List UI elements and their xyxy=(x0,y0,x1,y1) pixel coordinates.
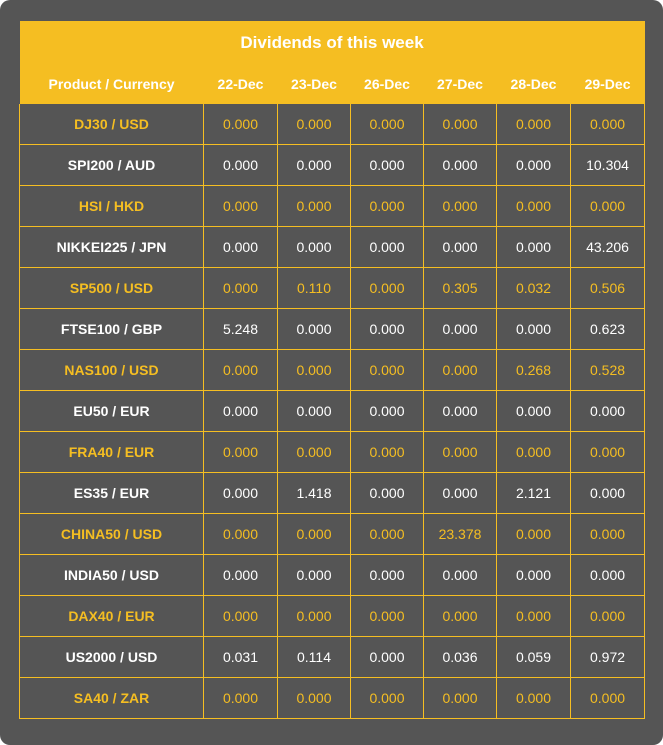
table-row xyxy=(20,596,645,637)
dividend-value-cell: 0.000 xyxy=(204,350,278,391)
dividend-value-cell: 0.000 xyxy=(278,186,351,227)
header-date: 27-Dec xyxy=(424,64,497,104)
dividend-value-cell: 0.000 xyxy=(351,596,424,637)
product-currency-cell: DAX40 / EUR xyxy=(20,596,204,637)
product-currency-cell: CHINA50 / USD xyxy=(20,514,204,555)
dividend-value-cell: 0.000 xyxy=(351,309,424,350)
dividend-value-cell: 0.000 xyxy=(204,145,278,186)
table-row xyxy=(20,227,645,268)
dividend-value-cell: 0.268 xyxy=(497,350,571,391)
dividend-value-cell: 0.000 xyxy=(204,268,278,309)
dividend-value-cell: 0.000 xyxy=(424,350,497,391)
table-row xyxy=(20,555,645,596)
dividend-value-cell: 0.000 xyxy=(278,555,351,596)
dividend-value-cell: 0.000 xyxy=(497,104,571,145)
dividends-table-container xyxy=(19,21,644,719)
dividend-value-cell: 0.000 xyxy=(424,473,497,514)
header-date: 23-Dec xyxy=(278,64,351,104)
dividend-value-cell: 0.059 xyxy=(497,637,571,678)
dividend-value-cell: 0.000 xyxy=(497,391,571,432)
product-currency-cell: ES35 / EUR xyxy=(20,473,204,514)
product-currency-cell: SPI200 / AUD xyxy=(20,145,204,186)
table-row xyxy=(20,145,645,186)
dividend-value-cell: 0.000 xyxy=(571,514,645,555)
dividend-value-cell: 0.000 xyxy=(424,186,497,227)
dividend-value-cell: 0.114 xyxy=(278,637,351,678)
dividend-value-cell: 0.000 xyxy=(204,227,278,268)
header-product: Product / Currency xyxy=(20,64,204,104)
header-date: 28-Dec xyxy=(497,64,571,104)
dividend-value-cell: 0.000 xyxy=(204,596,278,637)
dividend-value-cell: 0.000 xyxy=(278,514,351,555)
table-body xyxy=(20,104,645,719)
dividend-value-cell: 0.000 xyxy=(497,555,571,596)
dividend-value-cell: 0.000 xyxy=(424,227,497,268)
dividend-value-cell: 0.000 xyxy=(204,432,278,473)
dividend-value-cell: 0.000 xyxy=(278,104,351,145)
dividend-value-cell: 0.000 xyxy=(497,596,571,637)
product-currency-cell: INDIA50 / USD xyxy=(20,555,204,596)
dividend-value-cell: 0.000 xyxy=(351,637,424,678)
dividend-value-cell: 10.304 xyxy=(571,145,645,186)
dividend-value-cell: 0.000 xyxy=(571,104,645,145)
table-row xyxy=(20,391,645,432)
table-row xyxy=(20,186,645,227)
dividend-value-cell: 0.000 xyxy=(497,309,571,350)
table-row xyxy=(20,432,645,473)
dividend-value-cell: 0.305 xyxy=(424,268,497,309)
dividend-value-cell: 0.000 xyxy=(204,104,278,145)
table-row xyxy=(20,350,645,391)
header-date: 26-Dec xyxy=(351,64,424,104)
dividend-value-cell: 0.000 xyxy=(571,186,645,227)
dividend-value-cell: 0.000 xyxy=(204,391,278,432)
dividend-value-cell: 0.000 xyxy=(351,268,424,309)
header-date: 22-Dec xyxy=(204,64,278,104)
dividend-value-cell: 0.000 xyxy=(351,104,424,145)
dividend-value-cell: 0.000 xyxy=(497,227,571,268)
dividend-value-cell: 0.000 xyxy=(571,432,645,473)
table-row xyxy=(20,678,645,719)
table-title: Dividends of this week xyxy=(20,21,645,64)
dividend-value-cell: 0.000 xyxy=(278,596,351,637)
dividend-value-cell: 0.000 xyxy=(424,309,497,350)
dividend-value-cell: 43.206 xyxy=(571,227,645,268)
dividend-value-cell: 0.000 xyxy=(351,432,424,473)
dividend-value-cell: 0.036 xyxy=(424,637,497,678)
product-currency-cell: EU50 / EUR xyxy=(20,391,204,432)
dividend-value-cell: 0.000 xyxy=(497,186,571,227)
product-currency-cell: HSI / HKD xyxy=(20,186,204,227)
dividend-value-cell: 0.000 xyxy=(424,678,497,719)
dividend-value-cell: 0.972 xyxy=(571,637,645,678)
header-date: 29-Dec xyxy=(571,64,645,104)
table-row xyxy=(20,473,645,514)
dividend-value-cell: 0.000 xyxy=(424,104,497,145)
dividend-value-cell: 0.000 xyxy=(278,309,351,350)
dividend-value-cell: 0.000 xyxy=(571,596,645,637)
dividend-value-cell: 0.623 xyxy=(571,309,645,350)
dividend-value-cell: 0.000 xyxy=(351,350,424,391)
dividend-value-cell: 0.000 xyxy=(424,596,497,637)
dividend-value-cell: 0.000 xyxy=(424,145,497,186)
dividend-value-cell: 0.000 xyxy=(424,555,497,596)
header-row xyxy=(20,64,645,104)
dividends-table xyxy=(19,21,645,719)
dividend-value-cell: 0.000 xyxy=(278,432,351,473)
dividend-value-cell: 0.031 xyxy=(204,637,278,678)
dividend-value-cell: 0.000 xyxy=(351,473,424,514)
dividend-value-cell: 0.000 xyxy=(278,227,351,268)
table-row xyxy=(20,309,645,350)
dividend-value-cell: 0.000 xyxy=(204,514,278,555)
dividend-value-cell: 0.000 xyxy=(424,432,497,473)
dividend-value-cell: 0.506 xyxy=(571,268,645,309)
dividend-value-cell: 0.000 xyxy=(278,145,351,186)
table-row xyxy=(20,268,645,309)
dividend-value-cell: 0.000 xyxy=(351,391,424,432)
dividend-value-cell: 0.000 xyxy=(497,145,571,186)
dividend-value-cell: 0.000 xyxy=(424,391,497,432)
dividend-value-cell: 0.000 xyxy=(571,555,645,596)
table-row xyxy=(20,104,645,145)
table-row xyxy=(20,637,645,678)
table-row xyxy=(20,514,645,555)
dividend-value-cell: 0.000 xyxy=(497,678,571,719)
dividend-value-cell: 5.248 xyxy=(204,309,278,350)
dividend-value-cell: 0.000 xyxy=(204,555,278,596)
dividend-value-cell: 0.000 xyxy=(351,555,424,596)
dividend-value-cell: 0.000 xyxy=(351,145,424,186)
product-currency-cell: FTSE100 / GBP xyxy=(20,309,204,350)
dividend-value-cell: 0.000 xyxy=(278,391,351,432)
dividend-value-cell: 0.000 xyxy=(571,391,645,432)
dividend-value-cell: 0.000 xyxy=(278,678,351,719)
product-currency-cell: FRA40 / EUR xyxy=(20,432,204,473)
dividend-value-cell: 0.000 xyxy=(204,186,278,227)
dividend-value-cell: 0.000 xyxy=(571,473,645,514)
dividend-value-cell: 0.000 xyxy=(571,678,645,719)
dividend-value-cell: 0.000 xyxy=(204,473,278,514)
product-currency-cell: SP500 / USD xyxy=(20,268,204,309)
product-currency-cell: US2000 / USD xyxy=(20,637,204,678)
dividend-value-cell: 0.000 xyxy=(497,432,571,473)
dividend-value-cell: 0.000 xyxy=(351,227,424,268)
dividend-value-cell: 1.418 xyxy=(278,473,351,514)
dividend-value-cell: 0.032 xyxy=(497,268,571,309)
product-currency-cell: SA40 / ZAR xyxy=(20,678,204,719)
dividend-value-cell: 2.121 xyxy=(497,473,571,514)
dividend-value-cell: 0.000 xyxy=(351,514,424,555)
dividend-value-cell: 0.110 xyxy=(278,268,351,309)
dividend-value-cell: 0.000 xyxy=(497,514,571,555)
dividend-value-cell: 0.000 xyxy=(204,678,278,719)
dividend-value-cell: 0.528 xyxy=(571,350,645,391)
product-currency-cell: NIKKEI225 / JPN xyxy=(20,227,204,268)
dividend-value-cell: 0.000 xyxy=(278,350,351,391)
product-currency-cell: NAS100 / USD xyxy=(20,350,204,391)
dividend-value-cell: 23.378 xyxy=(424,514,497,555)
dividend-value-cell: 0.000 xyxy=(351,186,424,227)
product-currency-cell: DJ30 / USD xyxy=(20,104,204,145)
dividend-value-cell: 0.000 xyxy=(351,678,424,719)
